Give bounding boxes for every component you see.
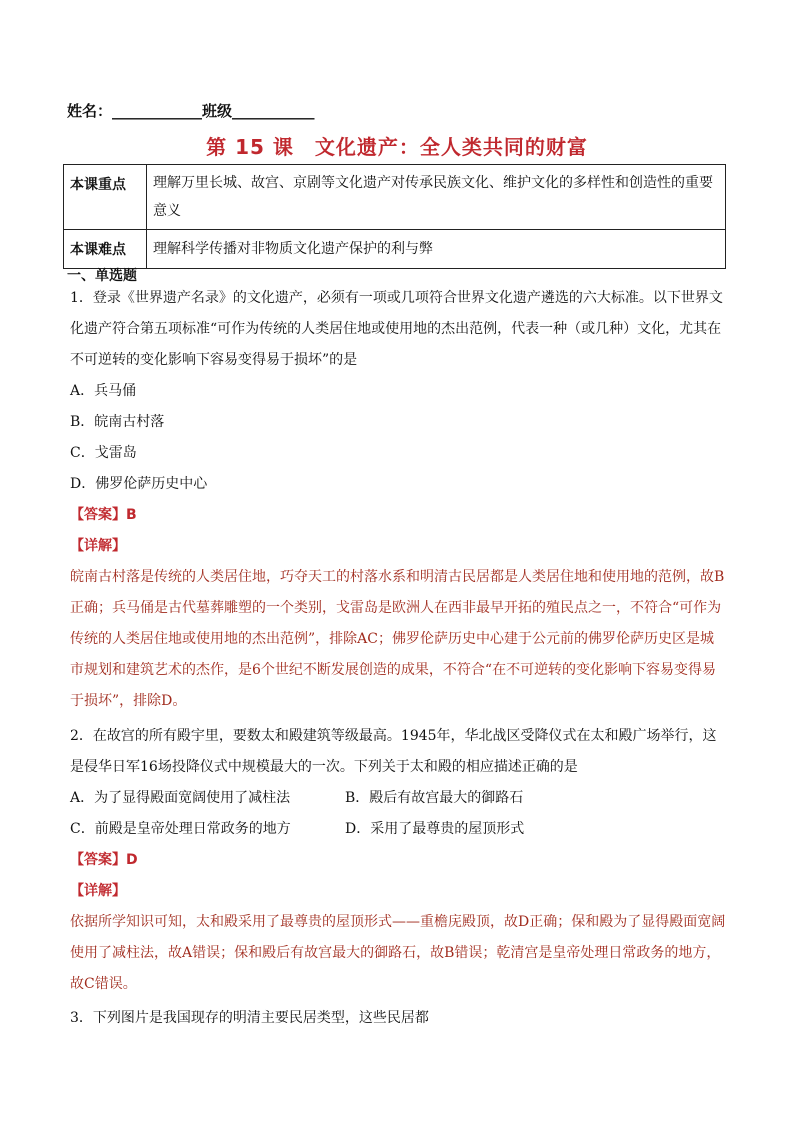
section-title: 一、单选题 [67, 268, 137, 284]
options-row [70, 783, 726, 814]
key-points-table [63, 164, 726, 269]
option-a: A．兵马俑 [70, 383, 137, 399]
option-d: D．采用了最尊贵的屋顶形式 [345, 821, 525, 837]
lesson-title: 第 15 课 文化遗产：全人类共同的财富 [206, 135, 588, 159]
option-c: C．前殿是皇帝处理日常政务的地方 [70, 821, 291, 837]
key-point-text: 理解万里长城、故宫、京剧等文化遗产对传承民族文化、维护文化的多样性和创造性的重要意义 [147, 165, 726, 230]
question-2 [70, 721, 726, 1000]
answer-label: 【答案】D [70, 852, 138, 868]
option-b: B．殿后有故宫最大的御路石 [345, 790, 524, 806]
table-row [64, 165, 726, 230]
option-b: B．皖南古村落 [70, 414, 165, 430]
option-d: D．佛罗伦萨历史中心 [70, 476, 208, 492]
option-c: C．戈雷岛 [70, 445, 137, 461]
detail-label: 【详解】 [70, 538, 126, 554]
difficulty-text: 理解科学传播对非物质文化遗产保护的利与弊 [147, 230, 726, 269]
explanation-text: 皖南古村落是传统的人类居住地，巧夺天工的村落水系和明清古民居都是人类居住地和使用地的范例，故B正确；兵马俑是古代墓葬雕塑的一个类别，戈雷岛是欧洲人在西非最早开拓的殖民点之一，不符合“可作为传统的人类居住地或使用地的杰出范例”，排除AC；佛罗伦萨历史中心建于公元前的佛罗伦萨历史区是城市规划和建筑艺术的杰作，是6个世纪不断发展创造的成果，不符合“在不可逆转的变化影响下容易变得易于损坏”，排除D。 [70, 569, 725, 709]
key-point-label: 本课重点 [64, 165, 147, 230]
answer-label: 【答案】B [70, 507, 137, 523]
explanation-text: 依据所学知识可知，太和殿采用了最尊贵的屋顶形式——重檐庑殿顶，故D正确；保和殿为了显得殿面宽阔使用了减柱法，故A错误；保和殿后有故宫最大的御路石，故B错误；乾清宫是皇帝处理日常政务的地方，故C错误。 [70, 914, 726, 992]
options-row [70, 814, 726, 845]
question-1 [70, 283, 726, 717]
question-stem: 2．在故宫的所有殿宇里，要数太和殿建筑等级最高。1945年，华北战区受降仪式在太和殿广场举行，这是侵华日军16场投降仪式中规模最大的一次。下列关于太和殿的相应描述正确的是 [70, 728, 717, 775]
question-stem: 3．下列图片是我国现存的明清主要民居类型，这些民居都 [70, 1010, 429, 1026]
question-stem: 1．登录《世界遗产名录》的文化遗产，必须有一项或几项符合世界文化遗产遴选的六大标准。以下世界文化遗产符合第五项标准“可作为传统的人类居住地或使用地的杰出范例，代表一种（或几种）文化，尤其在不可逆转的变化影响下容易变得易于损坏”的是 [70, 290, 723, 368]
difficulty-label: 本课难点 [64, 230, 147, 269]
table-row [64, 230, 726, 269]
option-a: A．为了显得殿面宽阔使用了减柱法 [70, 790, 291, 806]
detail-label: 【详解】 [70, 883, 126, 899]
question-3 [70, 1003, 726, 1034]
name-class-line: 姓名：____________班级___________ [67, 102, 315, 120]
